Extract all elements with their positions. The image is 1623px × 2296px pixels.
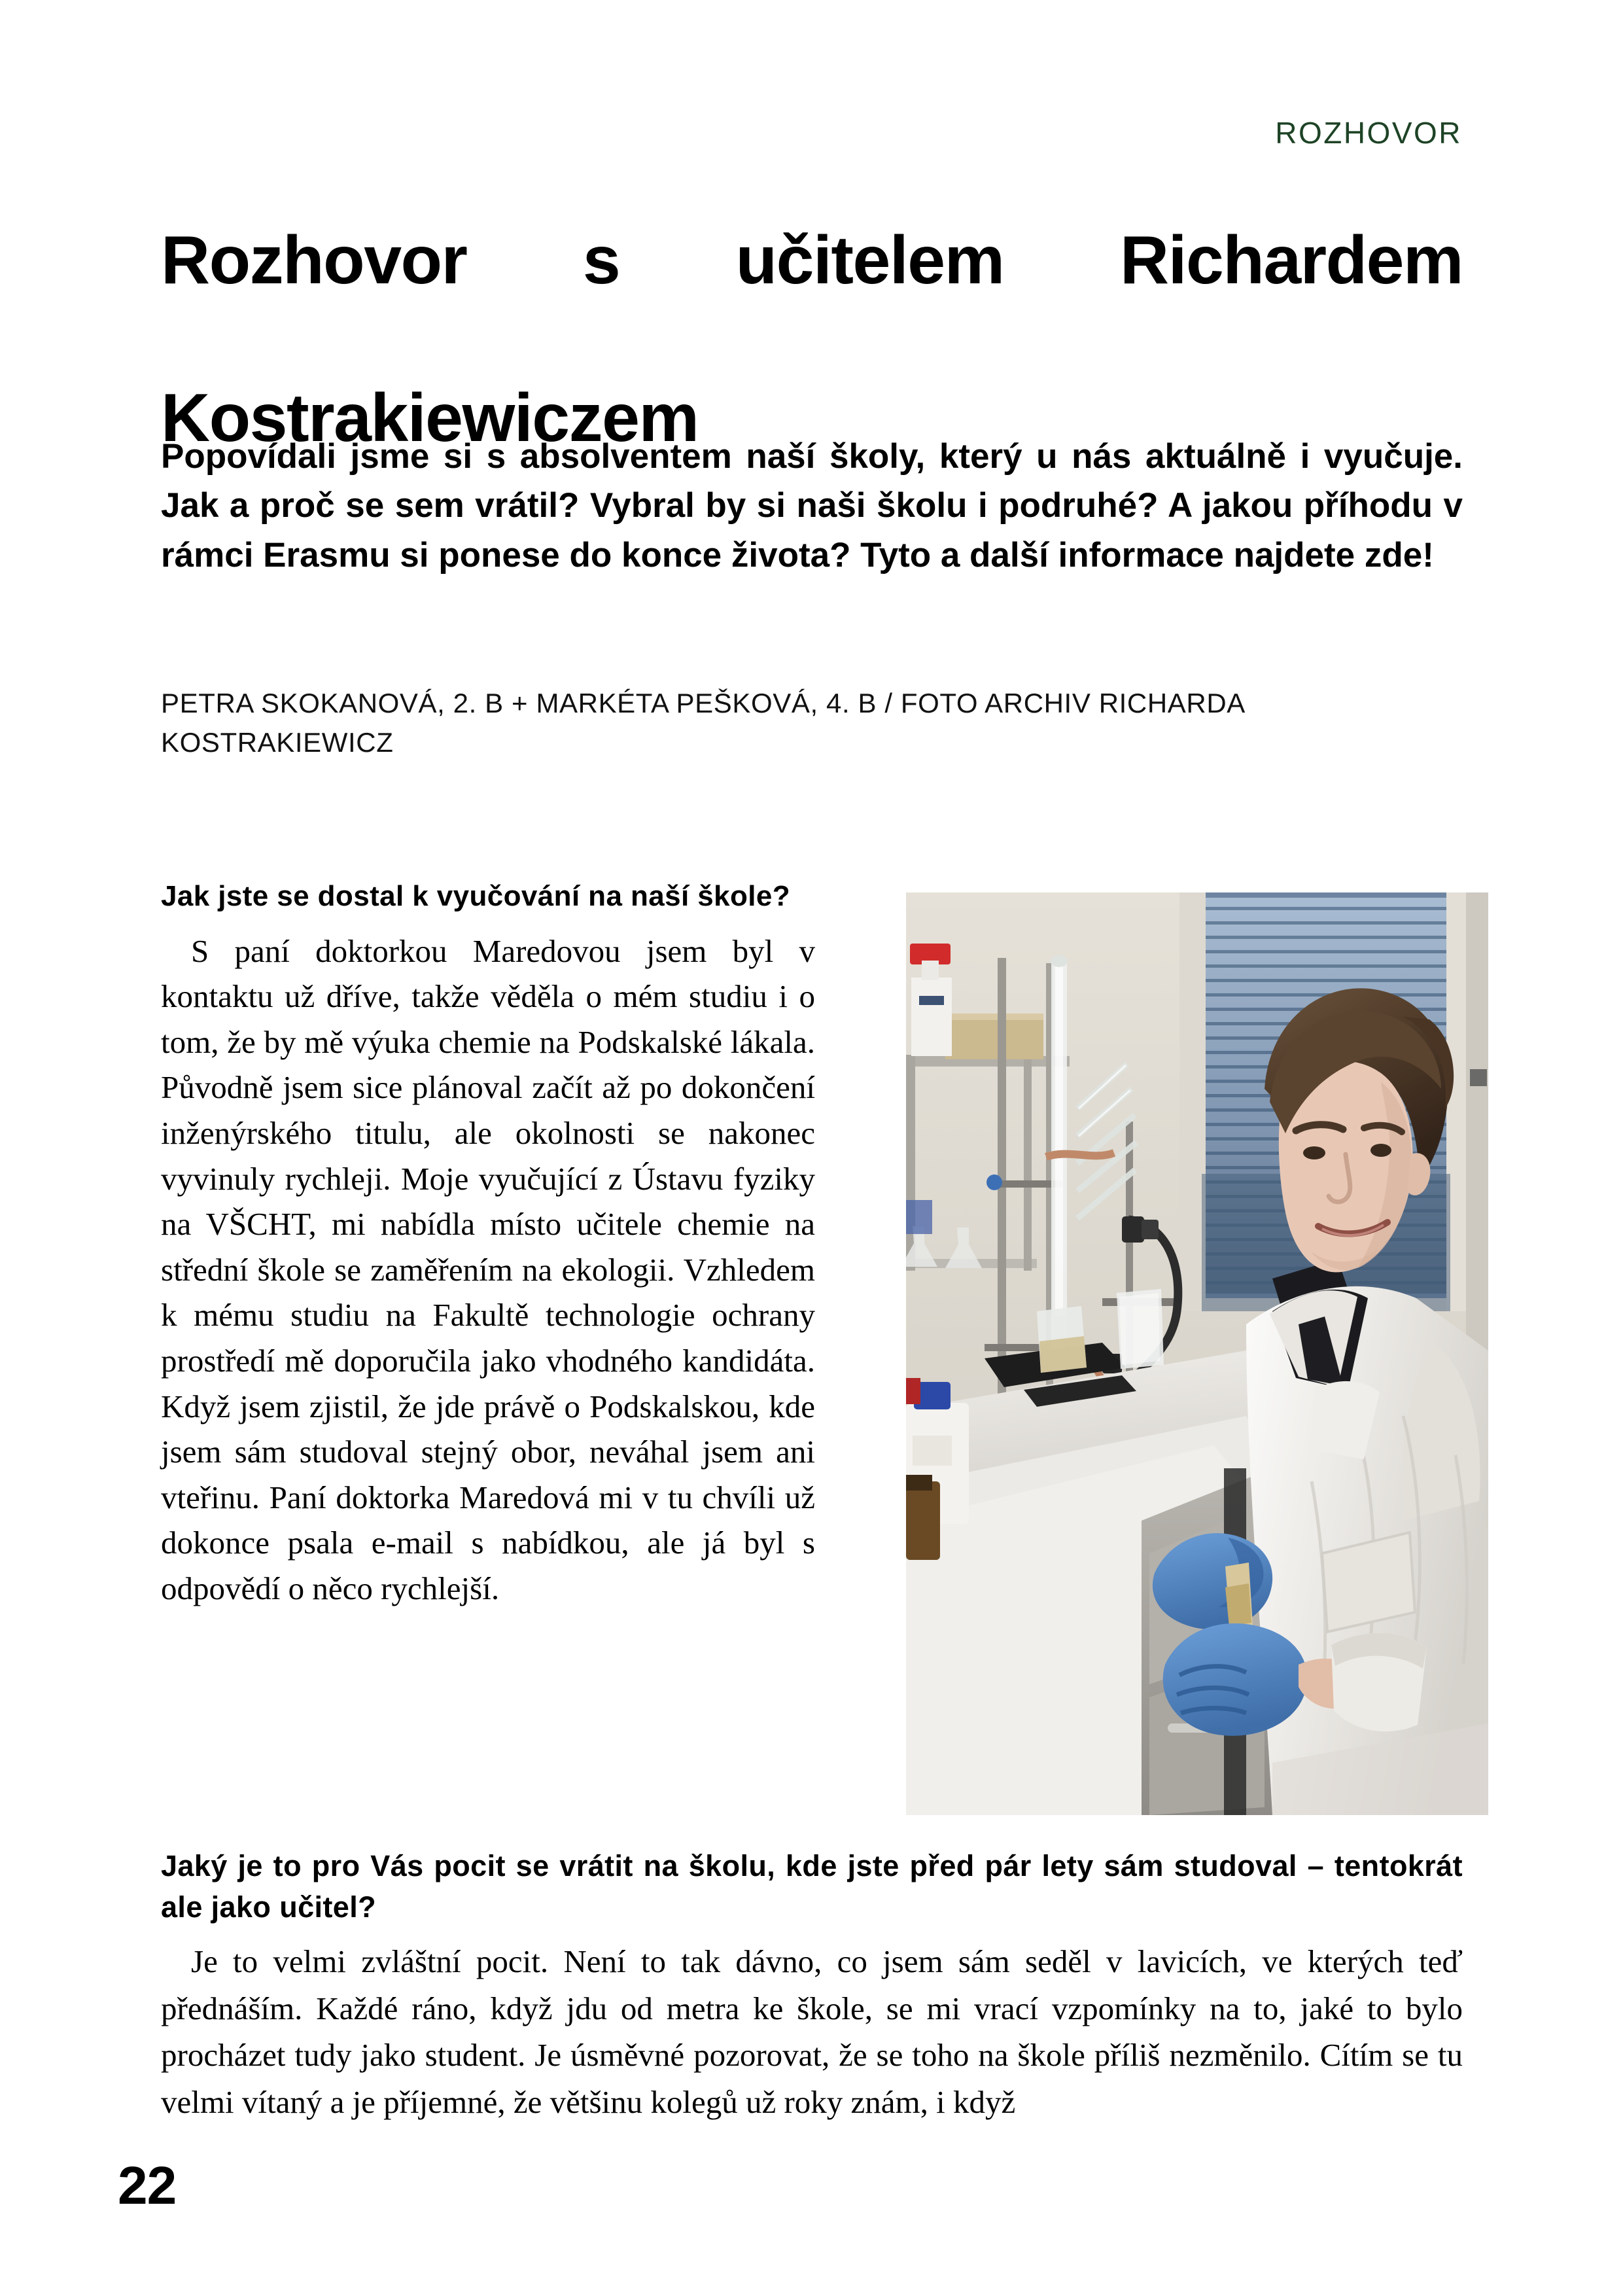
- article-lead-paragraph: Popovídali jsme si s absolventem naší školy, který u nás aktuálně i vyučuje. Jak a proč se sem vrátil? Vybral by si naši školu i podruhé? A jakou příhodu v rámci Erasmu si ponese do konce života? Tyto a další informace najdete zde!: [161, 437, 1463, 574]
- left-text-column: [161, 877, 815, 1611]
- lower-text-block: [161, 1845, 1463, 2125]
- page-number: 22: [118, 2156, 177, 2216]
- photo-illustration: [906, 892, 1488, 1815]
- page-title: [161, 221, 1463, 458]
- headline-line-1: Rozhovor s učitelem Richardem: [161, 222, 1463, 298]
- interview-question-2: Jaký je to pro Vás pocit se vrátit na školu, kde jste před pár lety sám studoval – tentokrát ale jako učitel?: [161, 1849, 1463, 1924]
- byline-credit: PETRA SKOKANOVÁ, 2. B + MARKÉTA PEŠKOVÁ, 4. B / FOTO ARCHIV RICHARDA KOSTRAKIEWICZ: [161, 688, 1244, 758]
- section-kicker: ROZHOVOR: [1275, 116, 1462, 150]
- interview-question-1: Jak jste se dostal k vyučování na naší škole?: [161, 880, 791, 912]
- headline-line-2: Kostrakiewiczem: [161, 380, 699, 456]
- interview-answer-1: S paní doktorkou Maredovou jsem byl v kontaktu už dříve, takže věděla o mém studiu i o tom, že by mě výuka chemie na Podskalské lákala. Původně jsem sice plánoval začít až po dokončení inženýrského titulu, ale okolnosti se nakonec vyvinuly rychleji. Moje vyučující z Ústavu fyziky na VŠCHT, mi nabídla místo učitele chemie na střední škole se zaměřením na ekologii. Vzhledem k mému studiu na Fakultě technologie ochrany prostředí mě doporučila jako vhodného kandidáta. Když jsem zjistil, že jde právě o Podskalskou, kde jsem sám studoval stejný obor, neváhal jsem ani vteřinu. Paní doktorka Maredová mi v tu chvíli už dokonce psala e-mail s nabídkou, ale já byl s odpovědí o něco rychlejší.: [161, 932, 815, 1606]
- interview-answer-2: Je to velmi zvláštní pocit. Není to tak dávno, co jsem sám seděl v lavicích, ve kterých teď přednáším. Každé ráno, když jdu od metra ke škole, se mi vrací vzpomínky na to, jaké to bylo procházet tudy jako student. Je úsměvné pozorovat, že se toho na škole příliš nezměnilo. Cítím se tu velmi vítaný a je příjemné, že většinu kolegů už roky znám, i když: [161, 1943, 1463, 2120]
- article-photo: [906, 892, 1488, 1815]
